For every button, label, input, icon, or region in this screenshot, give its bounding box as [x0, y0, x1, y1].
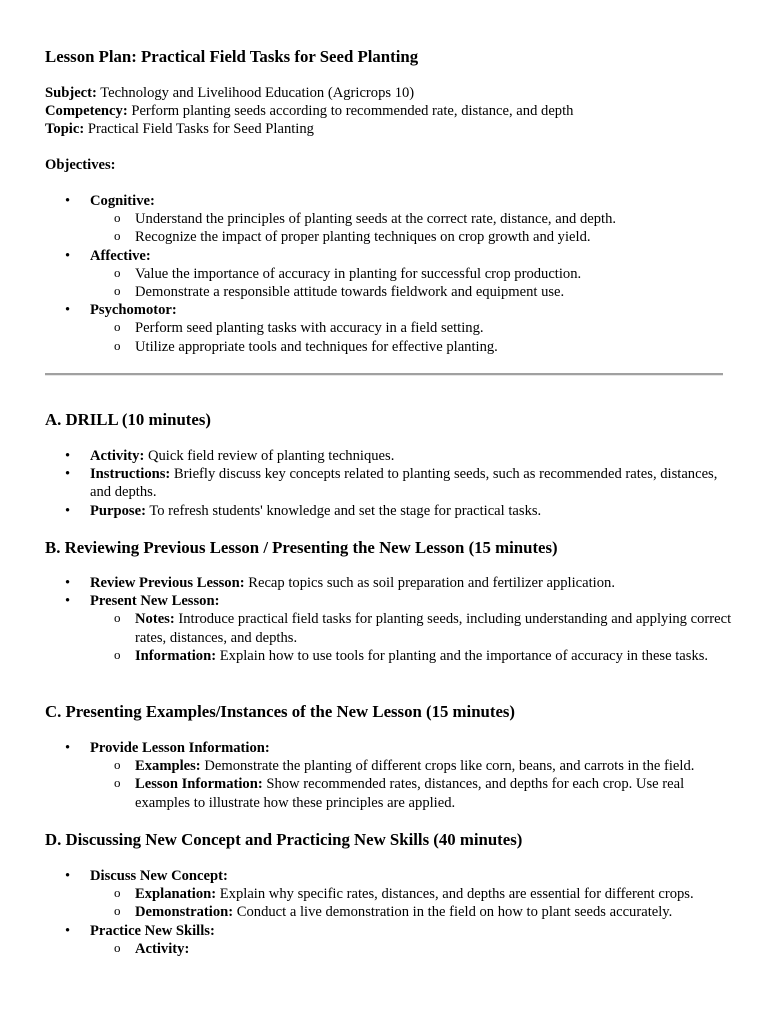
- section-d-heading: D. Discussing New Concept and Practicing New Skills (40 minutes): [45, 830, 523, 849]
- list-item: [90, 885, 735, 903]
- notes-text: Introduce practical field tasks for planting seeds, including understanding and applying correct rates, distances, and depths.: [135, 611, 732, 646]
- list-item-cognitive: [45, 192, 735, 247]
- sub-bullet: o: [114, 757, 121, 773]
- list-item: [90, 903, 735, 921]
- demonstration-label: Demonstration:: [135, 904, 234, 921]
- section-c-heading: C. Presenting Examples/Instances of the New Lesson (15 minutes): [45, 702, 516, 721]
- list-item: [45, 447, 735, 465]
- review-text: Recap topics such as soil preparation and fertilizer application.: [244, 575, 615, 591]
- lesson-info-text: Show recommended rates, distances, and depths for each crop. Use real examples to illustrate how these principles are applied.: [135, 776, 685, 811]
- bullet: •: [65, 247, 71, 264]
- sub-bullet: o: [114, 337, 121, 353]
- sub-bullet: o: [114, 939, 121, 955]
- bullet: •: [65, 740, 71, 756]
- activity-text: Quick field review of planting techniques.: [144, 448, 395, 464]
- purpose-label: Purpose:: [90, 502, 146, 519]
- section-c-list: [45, 739, 735, 812]
- list-item: [90, 757, 735, 775]
- objectives-heading: Objectives:: [45, 157, 116, 173]
- purpose-text: To refresh students' knowledge and set the stage for practical tasks.: [145, 502, 542, 519]
- discuss-sublist: [90, 885, 735, 921]
- discuss-label: Discuss New Concept:: [90, 868, 228, 884]
- sub-bullet: o: [114, 228, 121, 244]
- bullet: •: [65, 922, 71, 939]
- practice-label: Practice New Skills:: [90, 922, 215, 939]
- psychomotor-item-1: Perform seed planting tasks with accuracy in a field setting.: [135, 320, 484, 337]
- list-item-affective: [45, 247, 735, 302]
- present-label: Present New Lesson:: [90, 593, 220, 610]
- sub-bullet: o: [114, 610, 121, 626]
- horizontal-rule: [45, 373, 723, 376]
- affective-item-2: Demonstrate a responsible attitude towards fieldwork and equipment use.: [135, 284, 565, 301]
- instructions-text: Briefly discuss key concepts related to planting seeds, such as recommended rates, distances, and depths.: [90, 466, 718, 501]
- subject-label: Subject:: [45, 85, 97, 101]
- bullet: •: [65, 466, 71, 483]
- bullet: •: [65, 302, 71, 319]
- activity-label: Activity:: [90, 448, 145, 464]
- list-item: [90, 338, 735, 356]
- affective-sublist: [90, 265, 735, 301]
- competency-line: [45, 102, 573, 120]
- section-a-heading: A. DRILL (10 minutes): [45, 410, 211, 429]
- subject-value: Technology and Livelihood Education (Agricrops 10): [96, 85, 415, 101]
- section-d-list: [45, 867, 735, 958]
- bullet: •: [65, 448, 71, 464]
- document-title: Lesson Plan: Practical Field Tasks for Seed Planting: [45, 47, 419, 66]
- review-label: Review Previous Lesson:: [90, 575, 245, 591]
- competency-value: Perform planting seeds according to recommended rate, distance, and depth: [127, 103, 574, 119]
- affective-item-1: Value the importance of accuracy in planting for successful crop production.: [135, 265, 582, 282]
- sub-bullet: o: [114, 283, 121, 299]
- cognitive-label: Cognitive:: [90, 193, 155, 209]
- list-item: [90, 647, 735, 665]
- objectives-list: [45, 192, 735, 356]
- list-item: [45, 574, 735, 592]
- sub-bullet: o: [114, 775, 121, 791]
- section-b-heading: B. Reviewing Previous Lesson / Presenting the New Lesson (15 minutes): [45, 538, 558, 557]
- list-item: [90, 610, 735, 646]
- demonstration-text: Conduct a live demonstration in the field on how to plant seeds accurately.: [233, 904, 673, 921]
- examples-text: Demonstrate the planting of different crops like corn, beans, and carrots in the field.: [200, 758, 695, 775]
- lesson-info-label: Lesson Information:: [135, 776, 263, 793]
- sub-bullet: o: [114, 903, 121, 919]
- provide-sublist: [90, 757, 735, 812]
- examples-label: Examples:: [135, 758, 201, 775]
- competency-label: Competency:: [45, 103, 128, 119]
- practice-sublist: [90, 940, 735, 958]
- list-item-psychomotor: [45, 301, 735, 356]
- list-item: [45, 592, 735, 665]
- list-item: [90, 265, 735, 283]
- psychomotor-sublist: [90, 319, 735, 355]
- list-item: [45, 867, 735, 922]
- bullet: •: [65, 593, 71, 610]
- instructions-label: Instructions:: [90, 466, 171, 483]
- explanation-text: Explain why specific rates, distances, and depths are essential for different crops.: [216, 886, 694, 903]
- psychomotor-label: Psychomotor:: [90, 302, 177, 319]
- list-item: [90, 319, 735, 337]
- psychomotor-item-2: Utilize appropriate tools and techniques for effective planting.: [135, 338, 498, 355]
- sub-bullet: o: [114, 319, 121, 335]
- cognitive-item-2: Recognize the impact of proper planting techniques on crop growth and yield.: [135, 229, 591, 246]
- list-item: [90, 775, 735, 811]
- topic-label: Topic:: [45, 121, 85, 137]
- information-text: Explain how to use tools for planting and the importance of accuracy in these tasks.: [216, 647, 709, 664]
- topic-value: Practical Field Tasks for Seed Planting: [84, 121, 314, 137]
- present-sublist: [90, 610, 735, 665]
- cognitive-item-1: Understand the principles of planting seeds at the correct rate, distance, and depth.: [135, 211, 617, 228]
- list-item: [45, 739, 735, 812]
- list-item: [90, 210, 735, 228]
- cognitive-sublist: [90, 210, 735, 246]
- list-item: [90, 283, 735, 301]
- sub-bullet: o: [114, 646, 121, 662]
- subject-line: [45, 84, 414, 102]
- bullet: •: [65, 502, 71, 519]
- provide-label: Provide Lesson Information:: [90, 740, 270, 756]
- bullet: •: [65, 193, 71, 209]
- sub-bullet: o: [114, 885, 121, 901]
- list-item: [90, 940, 735, 958]
- list-item: [45, 502, 735, 520]
- sub-bullet: o: [114, 264, 121, 280]
- list-item: [45, 922, 735, 958]
- sub-bullet: o: [114, 210, 121, 226]
- section-a-list: [45, 447, 735, 520]
- explanation-label: Explanation:: [135, 886, 217, 903]
- practice-activity-label: Activity:: [135, 940, 190, 957]
- bullet: •: [65, 868, 71, 884]
- list-item: [45, 465, 735, 501]
- information-label: Information:: [135, 647, 217, 664]
- bullet: •: [65, 575, 71, 591]
- topic-line: [45, 120, 314, 138]
- affective-label: Affective:: [90, 247, 151, 264]
- list-item: [90, 228, 735, 246]
- notes-label: Notes:: [135, 611, 175, 628]
- section-b-list: [45, 574, 735, 665]
